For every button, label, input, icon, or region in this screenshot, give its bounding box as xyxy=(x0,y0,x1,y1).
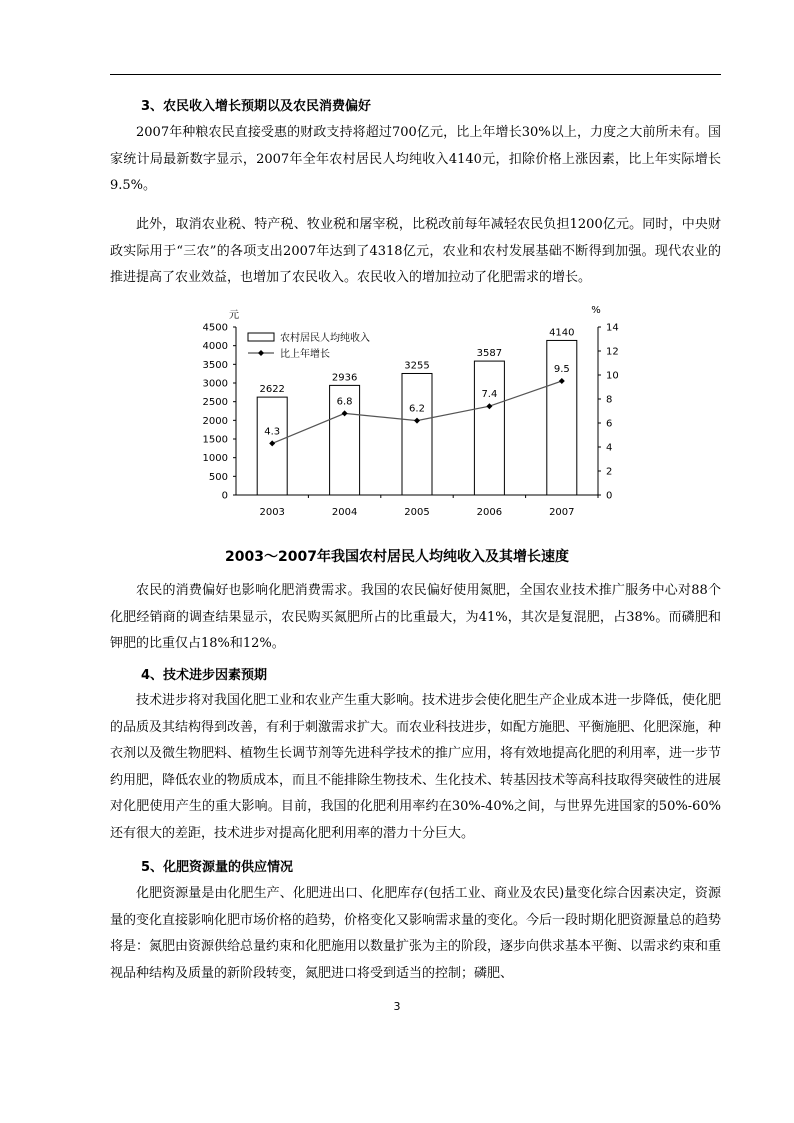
section-3-paragraph-2: 此外，取消农业税、特产税、牧业税和屠宰税，比税改前每年减轻农民负担1200亿元。同时，中央财政实际用于“三农”的各项支出2007年达到了4318亿元，农业和农村发展基础不断得到加强。现代农业的推进提高了农业效益，也增加了农民收入。农民收入的增加拉动了化肥需求的增长。 xyxy=(110,217,721,285)
right-tick-label: 14 xyxy=(606,322,619,334)
section-5-paragraph: 化肥资源量是由化肥生产、化肥进出口、化肥库存(包括工业、商业及农民)量变化综合因素决定，资源量的变化直接影响化肥市场价格的趋势，价格变化又影响需求量的变化。今后一段时期化肥资源量总的趋势将是：氮肥由资源供给总量约束和化肥施用以数量扩张为主的阶段，逐步向供求基本平衡、以需求约束和重视品种结构及质量的新阶段转变，氮肥进口将受到适当的控制；磷肥、 xyxy=(110,886,722,981)
growth-value-label: 7.4 xyxy=(481,389,498,401)
legend-bar-swatch xyxy=(248,333,274,341)
bar-value-label: 3587 xyxy=(476,348,503,360)
section-3-heading: 3、农民收入增长预期以及农民消费偏好 xyxy=(141,99,372,114)
left-tick-label: 3000 xyxy=(202,378,228,390)
bar xyxy=(474,361,504,495)
left-tick-label: 3500 xyxy=(202,359,228,371)
right-tick-label: 8 xyxy=(606,394,613,406)
bar-value-label: 2622 xyxy=(259,384,285,396)
right-tick-label: 4 xyxy=(606,442,613,454)
bar-value-label: 4140 xyxy=(549,327,575,339)
section-5-heading: 5、化肥资源量的供应情况 xyxy=(141,860,294,875)
left-tick-label: 2000 xyxy=(202,415,228,427)
growth-value-label: 4.3 xyxy=(264,426,281,438)
consumption-paragraph: 农民的消费偏好也影响化肥消费需求。我国的农民偏好使用氮肥，全国农业技术推广服务中心对88个化肥经销商的调查结果显示，农民购买氮肥所占的比重最大，为41%，其次是复混肥，占38%。而磷肥和钾肥的比重仅占18%和12%。 xyxy=(110,583,721,651)
bar xyxy=(402,373,432,495)
left-axis-unit: 元 xyxy=(229,310,239,321)
right-tick-label: 0 xyxy=(606,490,613,502)
x-tick-label: 2005 xyxy=(404,507,430,518)
left-tick-label: 500 xyxy=(208,471,228,483)
left-tick-label: 2500 xyxy=(202,397,228,409)
right-tick-label: 6 xyxy=(606,418,613,430)
section-4-paragraph: 技术进步将对我国化肥工业和农业产生重大影响。技术进步会使化肥生产企业成本进一步降低，使化肥的品质及其结构得到改善，有利于刺激需求扩大。而农业科技进步，如配方施肥、平衡施肥、化肥深施，种衣剂以及微生物肥料、植物生长调节剂等先进科学技术的推广应用，将有效地提高化肥的利用率，进一步节约用肥，降低农业的物质成本，而且不能排除生物技术、生化技术、转基因技术等高科技取得突破性的进展对化肥使用产生的重大影响。目前，我国的化肥利用率约在30%-40%之间，与世界先进国家的50%-60%还有很大的差距，技术进步对提高化肥利用率的潜力十分巨大。 xyxy=(110,693,722,841)
left-tick-label: 4500 xyxy=(202,322,228,334)
right-tick-label: 2 xyxy=(606,466,613,478)
bar-value-label: 2936 xyxy=(331,372,358,384)
income-chart xyxy=(194,300,624,525)
left-tick-label: 4000 xyxy=(202,341,228,353)
right-tick-label: 12 xyxy=(606,346,619,358)
growth-value-label: 9.5 xyxy=(553,364,570,375)
left-tick-label: 0 xyxy=(221,490,228,502)
section-3-paragraph-1: 2007年种粮农民直接受惠的财政支持将超过700亿元，比上年增长30%以上，力度之大前所未有。国家统计局最新数字显示，2007年全年农村居民人均纯收入4140元，扣除价格上涨因素，比上年实际增长9.5%。 xyxy=(110,125,721,193)
page-number: 3 xyxy=(393,1000,401,1013)
legend-line-label: 比上年增长 xyxy=(280,349,330,360)
left-tick-label: 1000 xyxy=(202,453,228,465)
x-tick-label: 2007 xyxy=(549,507,575,518)
chart-legend xyxy=(248,331,370,360)
left-tick-label: 1500 xyxy=(202,434,228,446)
section-4-heading: 4、技术进步因素预期 xyxy=(141,668,268,683)
x-tick-label: 2003 xyxy=(259,507,285,518)
right-axis-unit: % xyxy=(591,305,601,316)
growth-value-label: 6.2 xyxy=(409,403,425,415)
x-tick-label: 2004 xyxy=(331,507,358,518)
chart-caption: 2003～2007年我国农村居民人均纯收入及其增长速度 xyxy=(225,549,569,565)
right-tick-label: 10 xyxy=(606,370,619,382)
header-rule xyxy=(110,74,721,75)
legend-line-marker xyxy=(258,350,264,356)
legend-bar-label: 农村居民人均纯收入 xyxy=(280,333,370,344)
bar-value-label: 3255 xyxy=(404,360,430,372)
growth-value-label: 6.8 xyxy=(336,396,353,408)
x-tick-label: 2006 xyxy=(476,507,503,518)
